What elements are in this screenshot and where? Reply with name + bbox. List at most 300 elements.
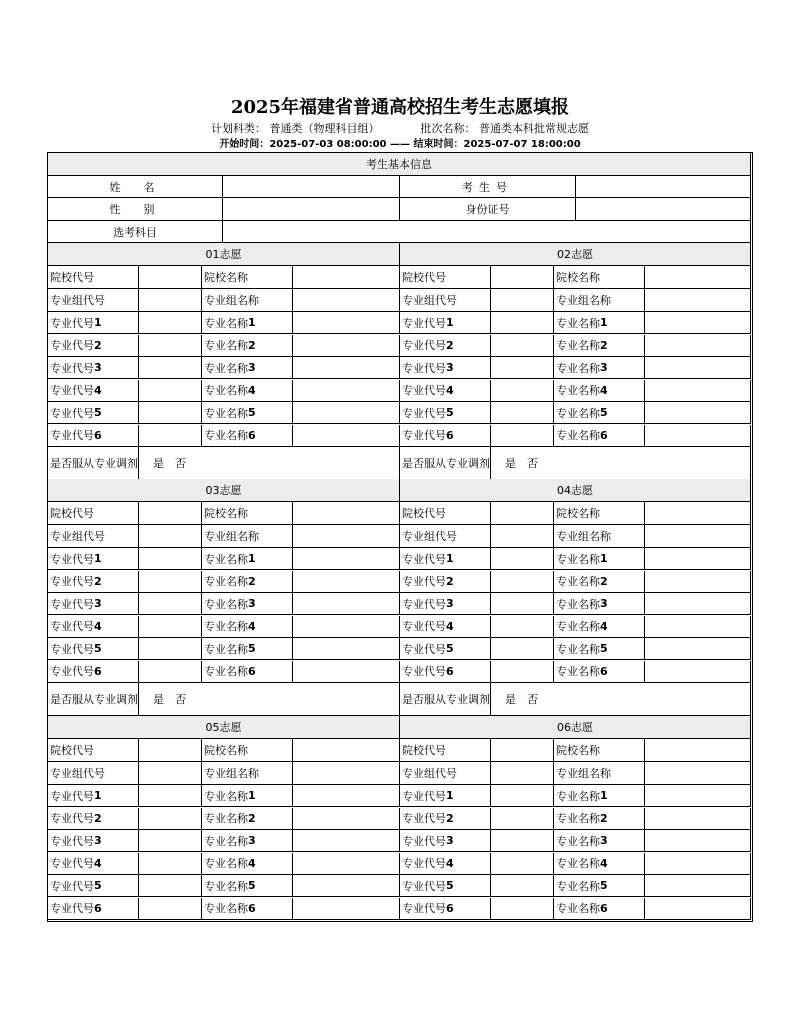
major-code-label [400, 571, 491, 593]
choice-header-3: 03志愿 [48, 479, 400, 502]
major-code-label [400, 875, 491, 897]
major-code-field-6-5[interactable] [491, 875, 554, 897]
application-form [47, 152, 753, 922]
school-name-field-6[interactable] [645, 739, 751, 762]
major-code-prefix: 专业代号 [50, 620, 94, 633]
start-label: 开始时间： [219, 139, 270, 150]
major-number: 1 [94, 552, 102, 565]
major-name-prefix: 专业名称 [556, 879, 600, 893]
major-name-field-2-5[interactable] [645, 402, 751, 424]
major-number: 6 [600, 664, 608, 678]
major-name-field-2-4[interactable] [645, 380, 751, 402]
major-number: 2 [248, 338, 256, 352]
school-code-field-4[interactable] [491, 502, 554, 525]
major-name-field-6-6[interactable] [645, 898, 751, 920]
major-code-field-5-1[interactable] [139, 785, 202, 807]
major-code-prefix: 专业代号 [402, 789, 446, 803]
major-number: 4 [248, 619, 256, 633]
school-code-field-3[interactable] [139, 502, 202, 525]
major-code-field-3-3[interactable] [139, 593, 202, 615]
choice-header-4: 04志愿 [400, 479, 751, 502]
subjects-field[interactable] [223, 221, 751, 243]
major-name-prefix: 专业名称 [556, 642, 600, 656]
major-number: 2 [600, 811, 608, 825]
major-name-prefix: 专业名称 [556, 339, 600, 352]
major-number: 3 [600, 834, 608, 847]
major-number: 6 [248, 664, 256, 678]
major-code-prefix: 专业代号 [402, 339, 446, 352]
major-name-label [202, 402, 293, 424]
major-number: 6 [94, 901, 102, 915]
major-name-field-5-4[interactable] [293, 853, 400, 875]
major-code-prefix: 专业代号 [402, 857, 446, 870]
major-number: 4 [446, 383, 454, 397]
major-name-label [554, 335, 645, 357]
major-code-field-1-2[interactable] [139, 335, 202, 357]
major-name-label [554, 548, 645, 570]
group-name-label: 专业组名称 [554, 289, 645, 312]
major-code-label [48, 853, 139, 875]
school-code-field-5[interactable] [139, 739, 202, 762]
major-code-label [400, 312, 491, 334]
major-number: 2 [446, 811, 454, 825]
major-name-prefix: 专业名称 [204, 406, 248, 420]
school-name-label: 院校名称 [554, 739, 645, 762]
major-name-field-6-4[interactable] [645, 853, 751, 875]
major-name-label [554, 571, 645, 593]
adjust-options-2[interactable]: 是 否 [491, 447, 751, 480]
major-name-field-5-1[interactable] [293, 785, 400, 807]
major-code-field-1-3[interactable] [139, 357, 202, 379]
major-name-prefix: 专业名称 [204, 552, 248, 566]
major-code-field-1-1[interactable] [139, 312, 202, 334]
major-name-field-5-6[interactable] [293, 898, 400, 920]
choice-header-5: 05志愿 [48, 716, 400, 739]
major-number: 4 [600, 619, 608, 633]
major-name-prefix: 专业名称 [556, 902, 600, 915]
major-number: 4 [94, 383, 102, 397]
major-name-label [554, 661, 645, 683]
school-code-label: 院校代号 [400, 739, 491, 762]
major-number: 3 [94, 597, 102, 610]
school-code-label: 院校代号 [400, 266, 491, 289]
major-number: 4 [600, 383, 608, 397]
major-name-label [202, 593, 293, 615]
major-code-field-2-2[interactable] [491, 335, 554, 357]
major-code-field-3-6[interactable] [139, 661, 202, 683]
major-code-field-5-6[interactable] [139, 898, 202, 920]
adjust-label: 是否服从专业调剂 [48, 683, 139, 716]
major-number: 2 [600, 574, 608, 588]
major-code-prefix: 专业代号 [402, 812, 446, 825]
major-code-prefix: 专业代号 [50, 834, 94, 848]
major-code-prefix: 专业代号 [402, 361, 446, 375]
major-name-field-2-1[interactable] [645, 312, 751, 334]
major-number: 5 [446, 642, 454, 655]
major-name-prefix: 专业名称 [204, 361, 248, 375]
major-code-field-4-4[interactable] [491, 616, 554, 638]
major-code-prefix: 专业代号 [50, 857, 94, 870]
major-number: 6 [446, 428, 454, 442]
major-number: 4 [446, 856, 454, 870]
major-number: 1 [248, 552, 256, 565]
school-name-label: 院校名称 [202, 266, 293, 289]
major-name-prefix: 专业名称 [204, 812, 248, 825]
major-name-field-1-6[interactable] [293, 425, 400, 447]
major-code-prefix: 专业代号 [402, 384, 446, 397]
major-name-label [554, 402, 645, 424]
major-number: 1 [446, 552, 454, 565]
plan-batch-line [0, 121, 800, 136]
major-code-label [48, 875, 139, 897]
major-name-prefix: 专业名称 [204, 597, 248, 611]
major-name-label [554, 785, 645, 807]
major-number: 6 [446, 664, 454, 678]
major-code-prefix: 专业代号 [50, 316, 94, 330]
major-number: 5 [94, 879, 102, 892]
major-code-field-6-1[interactable] [491, 785, 554, 807]
major-code-label [48, 548, 139, 570]
major-code-label [400, 616, 491, 638]
end-label: 结束时间： [413, 139, 464, 150]
major-name-prefix: 专业名称 [556, 384, 600, 397]
major-code-prefix: 专业代号 [50, 575, 94, 588]
adjust-label: 是否服从专业调剂 [400, 683, 491, 716]
major-name-prefix: 专业名称 [556, 812, 600, 825]
major-code-field-4-5[interactable] [491, 638, 554, 660]
major-code-field-3-1[interactable] [139, 548, 202, 570]
major-code-label [48, 616, 139, 638]
major-name-field-3-3[interactable] [293, 593, 400, 615]
major-number: 6 [94, 664, 102, 678]
major-number: 5 [600, 879, 608, 892]
major-number: 3 [248, 834, 256, 847]
major-code-label [400, 830, 491, 852]
major-name-field-6-2[interactable] [645, 808, 751, 830]
major-name-label [202, 425, 293, 447]
major-code-label [48, 785, 139, 807]
major-code-field-3-4[interactable] [139, 616, 202, 638]
group-name-field-2[interactable] [645, 289, 751, 312]
adjust-options-3[interactable]: 是 否 [139, 683, 400, 716]
major-code-prefix: 专业代号 [402, 665, 446, 678]
start-value: 2025-07-03 08:00:00 [269, 139, 387, 150]
major-number: 1 [248, 316, 256, 329]
major-code-label [48, 357, 139, 379]
major-number: 5 [600, 406, 608, 419]
major-name-field-4-2[interactable] [645, 571, 751, 593]
major-number: 2 [248, 811, 256, 825]
major-name-label [202, 853, 293, 875]
major-code-prefix: 专业代号 [50, 789, 94, 803]
major-code-prefix: 专业代号 [50, 429, 94, 442]
major-number: 6 [600, 428, 608, 442]
major-number: 3 [446, 834, 454, 847]
major-number: 3 [248, 361, 256, 374]
major-code-field-3-5[interactable] [139, 638, 202, 660]
major-code-field-4-1[interactable] [491, 548, 554, 570]
major-name-label [554, 853, 645, 875]
major-number: 6 [248, 901, 256, 915]
adjust-options-1[interactable]: 是 否 [139, 447, 400, 480]
major-name-prefix: 专业名称 [204, 620, 248, 633]
major-name-field-2-6[interactable] [645, 425, 751, 447]
major-code-label [48, 312, 139, 334]
major-name-prefix: 专业名称 [204, 879, 248, 893]
page-title: 2025年福建省普通高校招生考生志愿填报 [230, 97, 570, 118]
major-number: 1 [600, 316, 608, 329]
exam-number-field[interactable] [576, 176, 751, 198]
major-name-prefix: 专业名称 [556, 857, 600, 870]
major-code-prefix: 专业代号 [50, 361, 94, 375]
plan-label: 计划科类： [211, 122, 266, 135]
major-code-field-6-4[interactable] [491, 853, 554, 875]
major-number: 6 [94, 428, 102, 442]
major-code-label [48, 638, 139, 660]
major-code-field-1-4[interactable] [139, 380, 202, 402]
major-number: 2 [248, 574, 256, 588]
major-code-field-2-5[interactable] [491, 402, 554, 424]
school-name-field-2[interactable] [645, 266, 751, 289]
major-code-label [400, 853, 491, 875]
major-number: 2 [94, 338, 102, 352]
major-name-field-3-5[interactable] [293, 638, 400, 660]
major-number: 6 [446, 901, 454, 915]
adjust-options-4[interactable]: 是 否 [491, 683, 751, 716]
group-code-field-6[interactable] [491, 762, 554, 785]
major-name-field-5-5[interactable] [293, 875, 400, 897]
major-code-label [400, 593, 491, 615]
adjust-label: 是否服从专业调剂 [400, 447, 491, 480]
major-name-label [202, 616, 293, 638]
major-number: 5 [94, 642, 102, 655]
major-code-prefix: 专业代号 [402, 316, 446, 330]
major-number: 6 [600, 901, 608, 915]
batch-value: 普通类本科批常规志愿 [479, 122, 589, 135]
major-code-prefix: 专业代号 [402, 620, 446, 633]
subjects-label: 选考科目 [48, 221, 223, 243]
major-code-prefix: 专业代号 [402, 429, 446, 442]
major-name-field-3-4[interactable] [293, 616, 400, 638]
major-number: 3 [94, 834, 102, 847]
school-name-field-5[interactable] [293, 739, 400, 762]
major-name-prefix: 专业名称 [204, 665, 248, 678]
major-code-label [400, 548, 491, 570]
major-code-field-2-1[interactable] [491, 312, 554, 334]
major-number: 6 [248, 428, 256, 442]
major-code-field-3-2[interactable] [139, 571, 202, 593]
group-code-label: 专业组代号 [400, 762, 491, 785]
group-code-field-2[interactable] [491, 289, 554, 312]
major-code-label [48, 380, 139, 402]
major-code-field-5-3[interactable] [139, 830, 202, 852]
major-name-label [554, 808, 645, 830]
major-code-field-5-5[interactable] [139, 875, 202, 897]
major-name-field-1-4[interactable] [293, 380, 400, 402]
major-name-field-3-1[interactable] [293, 548, 400, 570]
school-code-field-2[interactable] [491, 266, 554, 289]
major-number: 5 [94, 406, 102, 419]
major-name-label [554, 898, 645, 920]
major-code-field-5-2[interactable] [139, 808, 202, 830]
major-code-prefix: 专业代号 [50, 665, 94, 678]
major-name-field-4-5[interactable] [645, 638, 751, 660]
major-name-prefix: 专业名称 [556, 361, 600, 375]
major-code-prefix: 专业代号 [402, 552, 446, 566]
major-name-label [202, 661, 293, 683]
major-code-label [400, 785, 491, 807]
group-name-field-4[interactable] [645, 525, 751, 548]
major-code-field-2-3[interactable] [491, 357, 554, 379]
group-name-field-1[interactable] [293, 289, 400, 312]
group-name-field-3[interactable] [293, 525, 400, 548]
major-name-prefix: 专业名称 [556, 429, 600, 442]
group-name-label: 专业组名称 [202, 289, 293, 312]
major-name-field-6-5[interactable] [645, 875, 751, 897]
major-name-field-3-6[interactable] [293, 661, 400, 683]
major-name-field-4-6[interactable] [645, 661, 751, 683]
major-name-label [202, 571, 293, 593]
major-code-label [400, 380, 491, 402]
major-code-prefix: 专业代号 [402, 575, 446, 588]
school-name-label: 院校名称 [202, 739, 293, 762]
major-code-label [48, 402, 139, 424]
major-name-prefix: 专业名称 [556, 834, 600, 848]
major-name-field-6-1[interactable] [645, 785, 751, 807]
school-code-field-1[interactable] [139, 266, 202, 289]
major-name-label [202, 898, 293, 920]
major-name-field-1-5[interactable] [293, 402, 400, 424]
major-code-field-4-3[interactable] [491, 593, 554, 615]
major-name-label [554, 875, 645, 897]
major-name-prefix: 专业名称 [556, 597, 600, 611]
group-code-label: 专业组代号 [400, 289, 491, 312]
major-name-label [202, 357, 293, 379]
major-code-label [48, 808, 139, 830]
school-name-field-3[interactable] [293, 502, 400, 525]
major-name-field-5-3[interactable] [293, 830, 400, 852]
major-name-label [554, 616, 645, 638]
major-number: 2 [94, 811, 102, 825]
major-number: 3 [600, 361, 608, 374]
major-code-field-4-2[interactable] [491, 571, 554, 593]
major-name-label [554, 593, 645, 615]
major-code-prefix: 专业代号 [402, 406, 446, 420]
group-name-label: 专业组名称 [554, 525, 645, 548]
major-code-field-1-6[interactable] [139, 425, 202, 447]
major-number: 2 [600, 338, 608, 352]
school-name-field-1[interactable] [293, 266, 400, 289]
major-code-field-4-6[interactable] [491, 661, 554, 683]
choice-header-1: 01志愿 [48, 243, 400, 266]
major-name-field-4-4[interactable] [645, 616, 751, 638]
major-number: 1 [446, 789, 454, 802]
major-code-field-2-6[interactable] [491, 425, 554, 447]
major-number: 2 [94, 574, 102, 588]
major-name-label [202, 808, 293, 830]
group-code-field-5[interactable] [139, 762, 202, 785]
major-name-field-3-2[interactable] [293, 571, 400, 593]
major-number: 5 [248, 879, 256, 892]
major-name-field-4-3[interactable] [645, 593, 751, 615]
time-line [0, 138, 800, 152]
major-number: 5 [600, 642, 608, 655]
major-code-prefix: 专业代号 [50, 552, 94, 566]
group-code-field-4[interactable] [491, 525, 554, 548]
major-name-prefix: 专业名称 [556, 665, 600, 678]
id-number-label: 身份证号 [400, 198, 576, 221]
major-number: 5 [248, 406, 256, 419]
major-name-label [554, 425, 645, 447]
school-code-field-6[interactable] [491, 739, 554, 762]
major-name-prefix: 专业名称 [556, 789, 600, 803]
major-name-field-5-2[interactable] [293, 808, 400, 830]
major-name-prefix: 专业名称 [204, 642, 248, 656]
batch-label: 批次名称： [420, 122, 476, 135]
school-name-field-4[interactable] [645, 502, 751, 525]
major-name-field-1-1[interactable] [293, 312, 400, 334]
school-code-label: 院校代号 [48, 739, 139, 762]
major-number: 4 [94, 619, 102, 633]
plan-value: 普通类（物理科目组） [269, 122, 380, 135]
major-code-prefix: 专业代号 [50, 812, 94, 825]
gender-field[interactable] [223, 198, 400, 221]
major-number: 4 [248, 383, 256, 397]
group-code-field-1[interactable] [139, 289, 202, 312]
major-code-field-6-2[interactable] [491, 808, 554, 830]
major-name-label [554, 380, 645, 402]
id-number-field[interactable] [576, 198, 751, 221]
major-code-field-1-5[interactable] [139, 402, 202, 424]
major-code-label [400, 898, 491, 920]
major-name-prefix: 专业名称 [204, 834, 248, 848]
major-code-field-6-3[interactable] [491, 830, 554, 852]
major-code-prefix: 专业代号 [402, 642, 446, 656]
group-name-field-5[interactable] [293, 762, 400, 785]
school-name-label: 院校名称 [202, 502, 293, 525]
major-code-field-6-6[interactable] [491, 898, 554, 920]
group-name-field-6[interactable] [645, 762, 751, 785]
major-code-field-2-4[interactable] [491, 380, 554, 402]
name-label: 姓 名 [48, 176, 223, 198]
major-code-prefix: 专业代号 [402, 902, 446, 915]
major-name-label [554, 638, 645, 660]
major-name-prefix: 专业名称 [556, 316, 600, 330]
major-name-field-1-3[interactable] [293, 357, 400, 379]
major-code-prefix: 专业代号 [50, 597, 94, 611]
major-name-prefix: 专业名称 [556, 575, 600, 588]
major-name-prefix: 专业名称 [204, 902, 248, 915]
major-name-field-2-3[interactable] [645, 357, 751, 379]
major-code-label [400, 638, 491, 660]
major-name-label [554, 357, 645, 379]
major-number: 5 [446, 406, 454, 419]
major-number: 1 [248, 789, 256, 802]
major-name-field-6-3[interactable] [645, 830, 751, 852]
group-code-field-3[interactable] [139, 525, 202, 548]
major-name-field-2-2[interactable] [645, 335, 751, 357]
major-name-prefix: 专业名称 [204, 857, 248, 870]
name-field[interactable] [223, 176, 400, 198]
major-code-prefix: 专业代号 [402, 597, 446, 611]
time-dash: —— [390, 139, 410, 150]
major-name-field-4-1[interactable] [645, 548, 751, 570]
group-name-label: 专业组名称 [202, 762, 293, 785]
major-name-label [202, 638, 293, 660]
major-name-field-1-2[interactable] [293, 335, 400, 357]
major-code-field-5-4[interactable] [139, 853, 202, 875]
group-name-label: 专业组名称 [202, 525, 293, 548]
